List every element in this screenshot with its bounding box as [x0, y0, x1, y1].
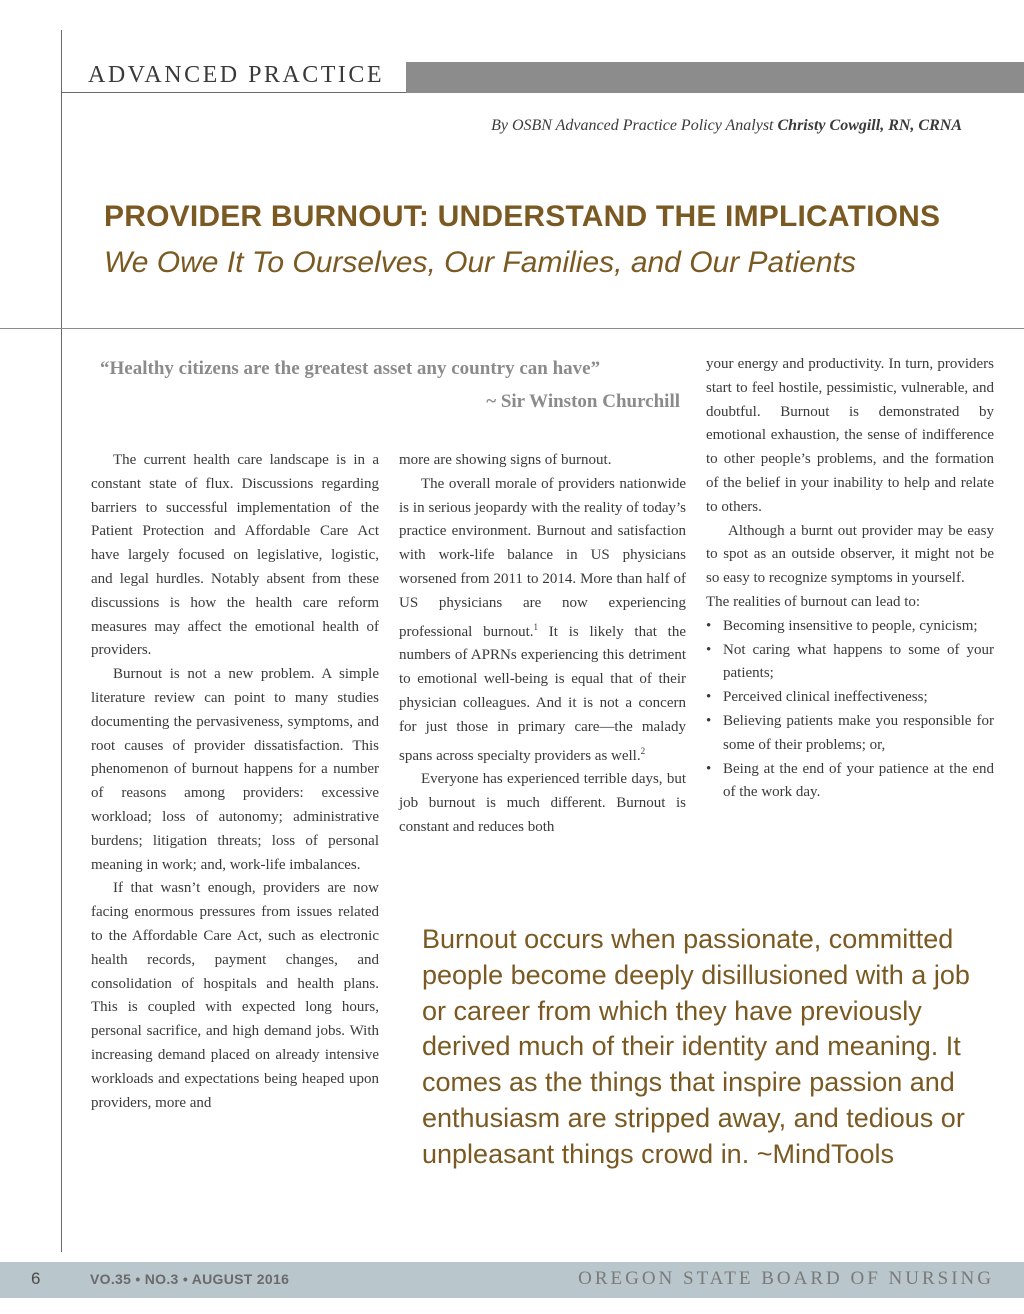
- bullet: •: [706, 617, 712, 634]
- list-item-text: Being at the end of your patience at the end of the work day.: [723, 760, 994, 801]
- list-item: [706, 710, 994, 758]
- page-number: 6: [31, 1269, 41, 1288]
- header-underline: [61, 92, 406, 93]
- bullet: •: [706, 689, 712, 706]
- issue-info: VO.35 • NO.3 • AUGUST 2016: [90, 1271, 290, 1287]
- byline-author: Christy Cowgill, RN, CRNA: [777, 117, 962, 134]
- list-item-text: Perceived clinical ineffectiveness;: [723, 689, 928, 706]
- pull-quote: Burnout occurs when passionate, committed people become deeply disillusioned with a job or career from which they have previously derived much of their identity and meaning. It comes as the things that inspire passion and enthusiasm are stripped away, and tedious or unpleasant things crowd in. ~MindTools: [422, 924, 970, 1169]
- body-paragraph: more are showing signs of burnout.: [399, 452, 612, 468]
- paragraph-text: The overall morale of providers nationwide is in serious jeopardy with the reality of today’s practice environment. Burnout and satisfaction with work-life balance in US physicians worsened from 2011 to 2014. More than half of US physicians are now experiencing professional burnout.: [399, 475, 686, 640]
- body-paragraph: your energy and productivity. In turn, providers start to feel hostile, pessimistic, vulnerable, and doubtful. Burnout is demonstrated by emotional exhaustion, the sense of indifference to other people’s problems, and the formation of the belief in your inability to help and relate to others.: [706, 356, 994, 515]
- list-item: [706, 639, 994, 687]
- list-item-text: Believing patients make you responsible for some of their problems; or,: [723, 712, 994, 753]
- list-item: [706, 615, 994, 639]
- list-item-text: Not caring what happens to some of your patients;: [723, 641, 994, 682]
- column-1: [91, 449, 379, 1115]
- subhead: We Owe It To Ourselves, Our Families, and Our Patients: [104, 246, 856, 279]
- footer-bar: [0, 1262, 1024, 1298]
- bullet: •: [706, 760, 712, 777]
- header-bar: [406, 62, 1024, 93]
- epigraph-attribution: ~ Sir Winston Churchill: [486, 391, 680, 412]
- paragraph-text: It is likely that the numbers of APRNs experiencing this detriment to emotional well-being is equal that of their physician colleagues. And it is not a concern for just those in primary care—the malady spans across specialty providers as well.: [399, 623, 686, 764]
- bullet: •: [706, 641, 712, 658]
- list-item: [706, 686, 994, 710]
- byline-prefix: By OSBN Advanced Practice Policy Analyst: [491, 117, 774, 134]
- list-intro: The realities of burnout can lead to:: [706, 593, 921, 610]
- bullet: •: [706, 712, 712, 729]
- organization-name: OREGON STATE BOARD OF NURSING: [578, 1268, 994, 1289]
- title-divider: [0, 328, 1024, 329]
- footnote-ref: 2: [640, 745, 646, 756]
- body-paragraph: Although a burnt out provider may be easy to spot as an outside observer, it might not be so easy to recognize symptoms in yourself.: [706, 522, 994, 587]
- list-item: [706, 758, 994, 806]
- burnout-list: [706, 615, 994, 805]
- section-label: ADVANCED PRACTICE: [88, 62, 385, 88]
- headline: PROVIDER BURNOUT: UNDERSTAND THE IMPLICATIONS: [104, 200, 941, 233]
- epigraph-quote: “Healthy citizens are the greatest asset any country can have”: [100, 358, 601, 379]
- footnote-ref: 1: [533, 621, 538, 632]
- body-paragraph: If that wasn’t enough, providers are now facing enormous pressures from issues related to the Affordable Care Act, such as electronic health records, payment changes, and consolidation of hospitals and health plans. This is coupled with expected long hours, personal sacrifice, and high demand jobs. With increasing demand placed on already intensive workloads and expectations being heaped upon providers, more and: [91, 880, 379, 1111]
- byline: [491, 117, 962, 135]
- body-paragraph: [399, 473, 686, 769]
- body-paragraph: Burnout is not a new problem. A simple literature review can point to many studies documenting the pervasiveness, symptoms, and root causes of provider dissatisfaction. This phenomenon of burnout happens for a number of reasons among providers: excessive workload; loss of autonomy; administrative burdens; litigation threats; loss of personal meaning in work; and, work-life imbalances.: [91, 666, 379, 873]
- left-rule: [61, 30, 62, 1252]
- list-item-text: Becoming insensitive to people, cynicism;: [723, 617, 978, 634]
- column-3: [706, 353, 994, 805]
- column-2: [399, 449, 686, 840]
- body-paragraph: Everyone has experienced terrible days, but job burnout is much different. Burnout is constant and reduces both: [399, 771, 686, 835]
- body-paragraph: The current health care landscape is in a constant state of flux. Discussions regarding barriers to successful implementation of the Patient Protection and Affordable Care Act have largely focused on legislative, logistic, and legal hurdles. Notably absent from these discussions is how the health care reform measures may affect the emotional health of providers.: [91, 452, 379, 659]
